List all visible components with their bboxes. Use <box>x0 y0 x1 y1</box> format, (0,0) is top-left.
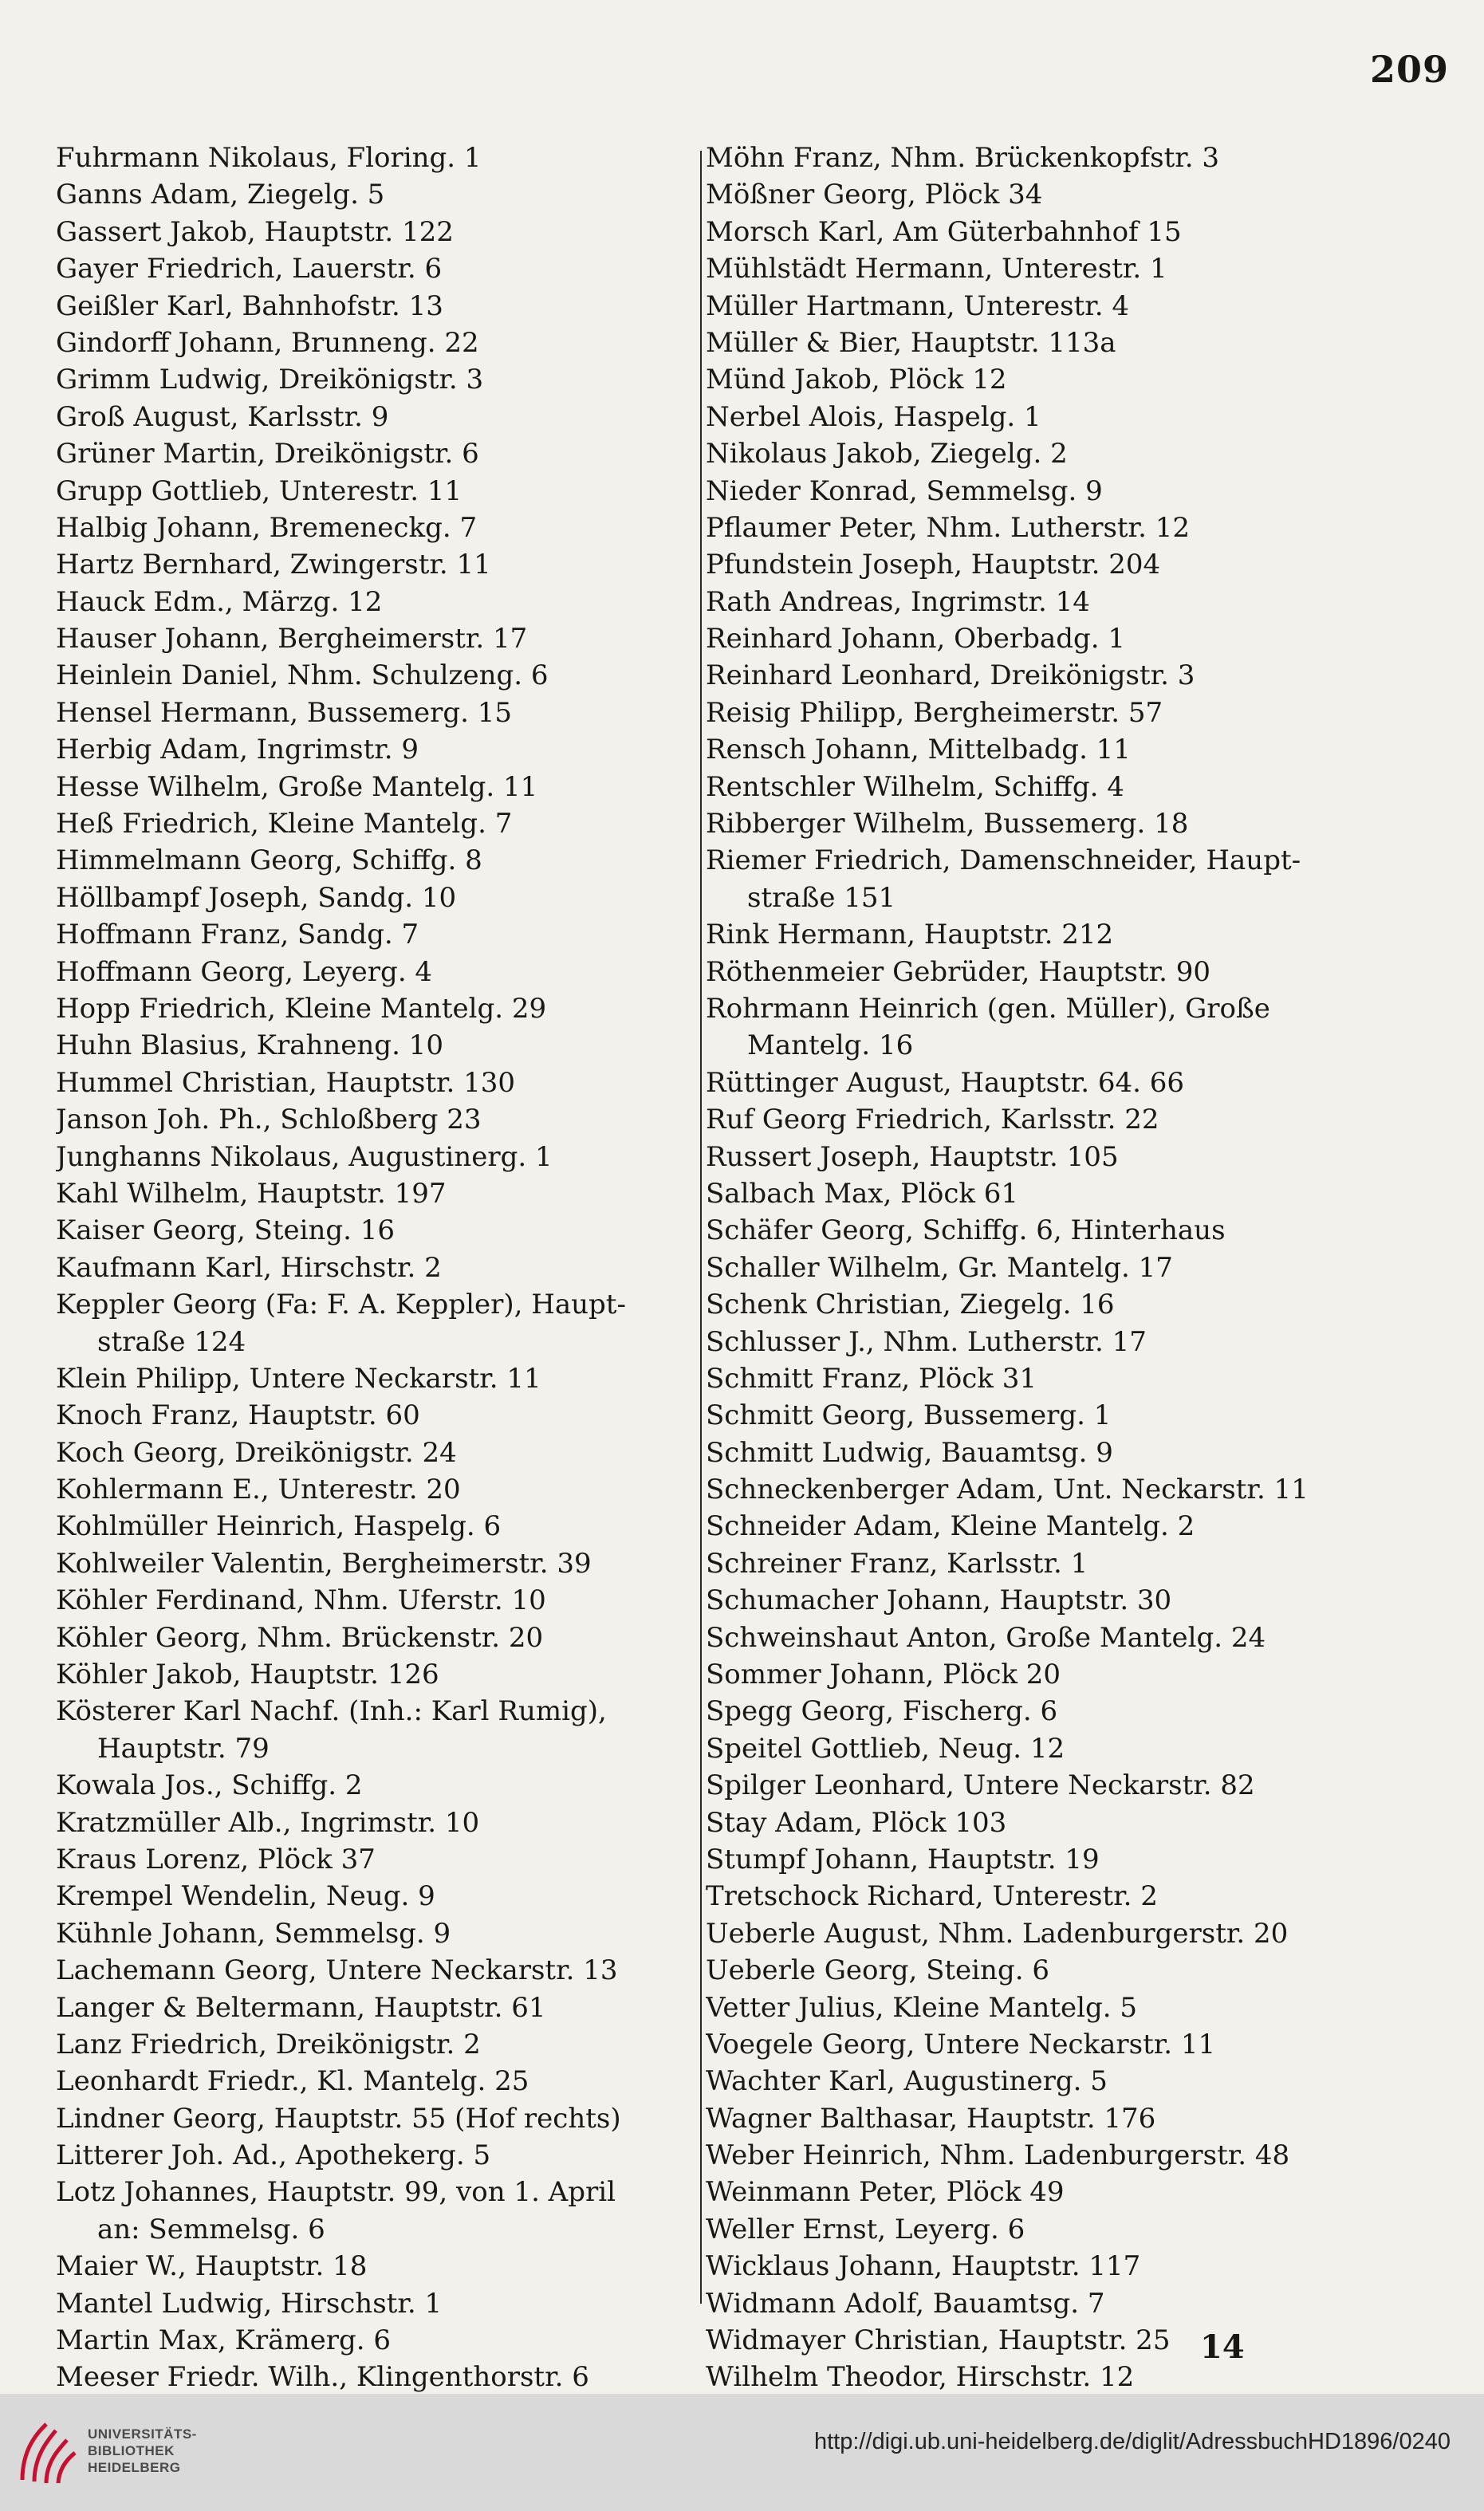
directory-entry-continuation: an: Semmelsg. 6 <box>97 2213 325 2245</box>
directory-entry: Keppler Georg (Fa: F. A. Keppler), Haupt- <box>56 1289 626 1321</box>
directory-entry: Grüner Martin, Dreikönigstr. 6 <box>56 438 479 470</box>
directory-entry: Schmitt Ludwig, Bauamtsg. 9 <box>706 1436 1113 1469</box>
directory-entry: Herbig Adam, Ingrimstr. 9 <box>56 734 419 766</box>
source-url-link[interactable]: http://digi.ub.uni-heidelberg.de/diglit/AdressbuchHD1896/0240 <box>813 2429 1451 2454</box>
directory-entry: Stay Adam, Plöck 103 <box>706 1806 1007 1839</box>
directory-entry: Gayer Friedrich, Lauerstr. 6 <box>56 253 443 285</box>
directory-entry: Gassert Jakob, Hauptstr. 122 <box>56 215 454 248</box>
directory-entry: Spegg Georg, Fischerg. 6 <box>706 1695 1058 1728</box>
directory-entry: Köhler Georg, Nhm. Brückenstr. 20 <box>56 1621 544 1654</box>
directory-entry-continuation: straße 124 <box>97 1325 246 1358</box>
directory-entry: Rentschler Wilhelm, Schiffg. 4 <box>706 770 1124 803</box>
directory-entry: Hauck Edm., Märzg. 12 <box>56 585 383 618</box>
directory-entry: Litterer Joh. Ad., Apothekerg. 5 <box>56 2139 491 2172</box>
directory-entry: Nerbel Alois, Haspelg. 1 <box>706 400 1041 433</box>
library-name <box>88 2426 197 2476</box>
directory-entry: Ruf Georg Friedrich, Karlsstr. 22 <box>706 1104 1159 1136</box>
library-name-line-1: UNIVERSITÄTS- <box>88 2426 197 2442</box>
directory-entry: Lindner Georg, Hauptstr. 55 (Hof rechts) <box>56 2102 621 2135</box>
directory-entry: Schumacher Johann, Hauptstr. 30 <box>706 1584 1172 1617</box>
directory-entry: Ribberger Wilhelm, Bussemerg. 18 <box>706 808 1189 840</box>
directory-entry-continuation: Hauptstr. 79 <box>97 1732 270 1765</box>
directory-entry: Huhn Blasius, Krahneng. 10 <box>56 1029 443 1062</box>
directory-entry: Kohlweiler Valentin, Bergheimerstr. 39 <box>56 1547 592 1580</box>
directory-entry: Rath Andreas, Ingrimstr. 14 <box>706 585 1090 618</box>
directory-entry: Kohlmüller Heinrich, Haspelg. 6 <box>56 1510 502 1543</box>
directory-entry: Maier W., Hauptstr. 18 <box>56 2250 368 2283</box>
directory-entry: Tretschock Richard, Unterestr. 2 <box>706 1880 1158 1913</box>
directory-entry: Grupp Gottlieb, Unterestr. 11 <box>56 474 463 507</box>
directory-entry: Möhn Franz, Nhm. Brückenkopfstr. 3 <box>706 142 1220 174</box>
directory-entry: Wagner Balthasar, Hauptstr. 176 <box>706 2102 1156 2135</box>
directory-entry: Schäfer Georg, Schiffg. 6, Hinterhaus <box>706 1214 1226 1247</box>
directory-entry: Ganns Adam, Ziegelg. 5 <box>56 179 385 211</box>
directory-entry: Krempel Wendelin, Neug. 9 <box>56 1880 435 1913</box>
directory-entry: Nieder Konrad, Semmelsg. 9 <box>706 474 1103 507</box>
directory-entry: Hoffmann Franz, Sandg. 7 <box>56 919 419 951</box>
directory-entry: Schneckenberger Adam, Unt. Neckarstr. 11 <box>706 1474 1309 1506</box>
directory-entry: Schaller Wilhelm, Gr. Mantelg. 17 <box>706 1251 1173 1284</box>
directory-entry: Widmayer Christian, Hauptstr. 25 <box>706 2324 1171 2357</box>
directory-entry: Kohlermann E., Unterestr. 20 <box>56 1474 461 1506</box>
directory-entry: Morsch Karl, Am Güterbahnhof 15 <box>706 215 1182 248</box>
directory-entry: Russert Joseph, Hauptstr. 105 <box>706 1140 1119 1173</box>
directory-entry: Schenk Christian, Ziegelg. 16 <box>706 1289 1115 1321</box>
directory-entry: Kühnle Johann, Semmelsg. 9 <box>56 1917 451 1950</box>
directory-entry: Meeser Friedr. Wilh., Klingenthorstr. 6 <box>56 2361 589 2394</box>
directory-entry: Müller & Bier, Hauptstr. 113a <box>706 326 1116 359</box>
directory-entry: Schweinshaut Anton, Große Mantelg. 24 <box>706 1621 1266 1654</box>
directory-entry: Reisig Philipp, Bergheimerstr. 57 <box>706 696 1163 729</box>
directory-entry: Lanz Friedrich, Dreikönigstr. 2 <box>56 2028 481 2060</box>
directory-entry: Kratzmüller Alb., Ingrimstr. 10 <box>56 1806 480 1839</box>
column-divider <box>700 151 702 2304</box>
directory-entry: Wicklaus Johann, Hauptstr. 117 <box>706 2250 1141 2283</box>
directory-entry: Mantel Ludwig, Hirschstr. 1 <box>56 2287 443 2320</box>
directory-entry: Röthenmeier Gebrüder, Hauptstr. 90 <box>706 955 1211 988</box>
footer-bar <box>0 2394 1484 2511</box>
directory-entry: Koch Georg, Dreikönigstr. 24 <box>56 1436 457 1469</box>
directory-entry: Rohrmann Heinrich (gen. Müller), Große <box>706 992 1270 1025</box>
library-name-line-2: BIBLIOTHEK <box>88 2443 175 2458</box>
directory-entry: Fuhrmann Nikolaus, Floring. 1 <box>56 142 482 174</box>
library-name-line-3: HEIDELBERG <box>88 2460 181 2475</box>
directory-entry: Knoch Franz, Hauptstr. 60 <box>56 1399 420 1432</box>
directory-entry: Kowala Jos., Schiffg. 2 <box>56 1769 363 1802</box>
directory-entry: Spilger Leonhard, Untere Neckarstr. 82 <box>706 1769 1255 1802</box>
directory-columns <box>56 140 1411 2394</box>
directory-entry: Reinhard Leonhard, Dreikönigstr. 3 <box>706 659 1195 692</box>
directory-entry: Heinlein Daniel, Nhm. Schulzeng. 6 <box>56 659 549 692</box>
directory-entry: Kösterer Karl Nachf. (Inh.: Karl Rumig), <box>56 1695 607 1728</box>
directory-entry: Martin Max, Krämerg. 6 <box>56 2324 392 2357</box>
left-column <box>56 140 702 2396</box>
page-number: 209 <box>1369 48 1449 91</box>
directory-entry: Schreiner Franz, Karlsstr. 1 <box>706 1547 1088 1580</box>
directory-entry: Junghanns Nikolaus, Augustinerg. 1 <box>56 1140 553 1173</box>
directory-entry: Vetter Julius, Kleine Mantelg. 5 <box>706 1991 1138 2024</box>
directory-entry: Hartz Bernhard, Zwingerstr. 11 <box>56 549 491 581</box>
directory-entry: Weinmann Peter, Plöck 49 <box>706 2176 1065 2209</box>
directory-entry: Schmitt Georg, Bussemerg. 1 <box>706 1399 1112 1432</box>
directory-entry: Sommer Johann, Plöck 20 <box>706 1659 1061 1691</box>
directory-entry: Leonhardt Friedr., Kl. Mantelg. 25 <box>56 2065 529 2098</box>
directory-entry: Gindorff Johann, Brunneng. 22 <box>56 326 479 359</box>
directory-entry: Schlusser J., Nhm. Lutherstr. 17 <box>706 1325 1147 1358</box>
directory-entry: Ueberle Georg, Steing. 6 <box>706 1954 1049 1987</box>
sheet-number: 14 <box>1200 2328 1245 2366</box>
directory-entry: Kaiser Georg, Steing. 16 <box>56 1214 396 1247</box>
directory-entry: Groß August, Karlsstr. 9 <box>56 400 389 433</box>
directory-entry: Speitel Gottlieb, Neug. 12 <box>706 1732 1065 1765</box>
directory-entry: Münd Jakob, Plöck 12 <box>706 364 1007 396</box>
directory-entry: Wachter Karl, Augustinerg. 5 <box>706 2065 1108 2098</box>
directory-entry-continuation: Mantelg. 16 <box>747 1029 914 1062</box>
directory-entry: Mößner Georg, Plöck 34 <box>706 179 1043 211</box>
directory-entry: Hoffmann Georg, Leyerg. 4 <box>56 955 433 988</box>
directory-entry: Kraus Lorenz, Plöck 37 <box>56 1843 376 1875</box>
directory-entry: Rink Hermann, Hauptstr. 212 <box>706 919 1114 951</box>
directory-entry: Klein Philipp, Untere Neckarstr. 11 <box>56 1362 541 1395</box>
right-column <box>706 140 1407 2396</box>
directory-entry: Hummel Christian, Hauptstr. 130 <box>56 1066 516 1099</box>
directory-entry: Kaufmann Karl, Hirschstr. 2 <box>56 1251 442 1284</box>
directory-entry: Hensel Hermann, Bussemerg. 15 <box>56 696 513 729</box>
directory-entry: Mühlstädt Hermann, Unterestr. 1 <box>706 253 1167 285</box>
directory-entry: Kahl Wilhelm, Hauptstr. 197 <box>56 1177 447 1210</box>
directory-entry: Hesse Wilhelm, Große Mantelg. 11 <box>56 770 538 803</box>
directory-entry: Höllbampf Joseph, Sandg. 10 <box>56 881 457 914</box>
directory-entry: Ueberle August, Nhm. Ladenburgerstr. 20 <box>706 1917 1289 1950</box>
directory-entry: Janson Joh. Ph., Schloßberg 23 <box>56 1104 482 1136</box>
directory-entry: Halbig Johann, Bremeneckg. 7 <box>56 511 478 544</box>
directory-entry: Geißler Karl, Bahnhofstr. 13 <box>56 289 443 322</box>
directory-entry: Wilhelm Theodor, Hirschstr. 12 <box>706 2361 1135 2394</box>
directory-entry: Stumpf Johann, Hauptstr. 19 <box>706 1843 1100 1875</box>
directory-entry: Heß Friedrich, Kleine Mantelg. 7 <box>56 808 513 840</box>
directory-entry: Köhler Jakob, Hauptstr. 126 <box>56 1659 439 1691</box>
directory-entry: Lotz Johannes, Hauptstr. 99, von 1. April <box>56 2176 616 2209</box>
directory-entry: Pfundstein Joseph, Hauptstr. 204 <box>706 549 1161 581</box>
directory-entry: Weber Heinrich, Nhm. Ladenburgerstr. 48 <box>706 2139 1290 2172</box>
directory-entry: Schmitt Franz, Plöck 31 <box>706 1362 1037 1395</box>
directory-entry: Reinhard Johann, Oberbadg. 1 <box>706 623 1125 655</box>
directory-entry-continuation: straße 151 <box>747 881 896 914</box>
directory-entry: Hopp Friedrich, Kleine Mantelg. 29 <box>56 992 547 1025</box>
directory-entry: Nikolaus Jakob, Ziegelg. 2 <box>706 438 1068 470</box>
directory-entry: Schneider Adam, Kleine Mantelg. 2 <box>706 1510 1195 1543</box>
directory-entry: Müller Hartmann, Unterestr. 4 <box>706 289 1129 322</box>
directory-entry: Grimm Ludwig, Dreikönigstr. 3 <box>56 364 484 396</box>
directory-entry: Hauser Johann, Bergheimerstr. 17 <box>56 623 528 655</box>
directory-entry: Weller Ernst, Leyerg. 6 <box>706 2213 1025 2245</box>
directory-entry: Lachemann Georg, Untere Neckarstr. 13 <box>56 1954 618 1987</box>
directory-entry: Widmann Adolf, Bauamtsg. 7 <box>706 2287 1105 2320</box>
directory-entry: Rüttinger August, Hauptstr. 64. 66 <box>706 1066 1185 1099</box>
directory-entry: Pflaumer Peter, Nhm. Lutherstr. 12 <box>706 511 1190 544</box>
directory-entry: Langer & Beltermann, Hauptstr. 61 <box>56 1991 546 2024</box>
directory-entry: Rensch Johann, Mittelbadg. 11 <box>706 734 1131 766</box>
library-logo-icon <box>14 2416 78 2488</box>
directory-entry: Riemer Friedrich, Damenschneider, Haupt- <box>706 844 1301 877</box>
directory-entry: Himmelmann Georg, Schiffg. 8 <box>56 844 482 877</box>
directory-entry: Voegele Georg, Untere Neckarstr. 11 <box>706 2028 1216 2060</box>
directory-entry: Köhler Ferdinand, Nhm. Uferstr. 10 <box>56 1584 546 1617</box>
directory-entry: Salbach Max, Plöck 61 <box>706 1177 1019 1210</box>
